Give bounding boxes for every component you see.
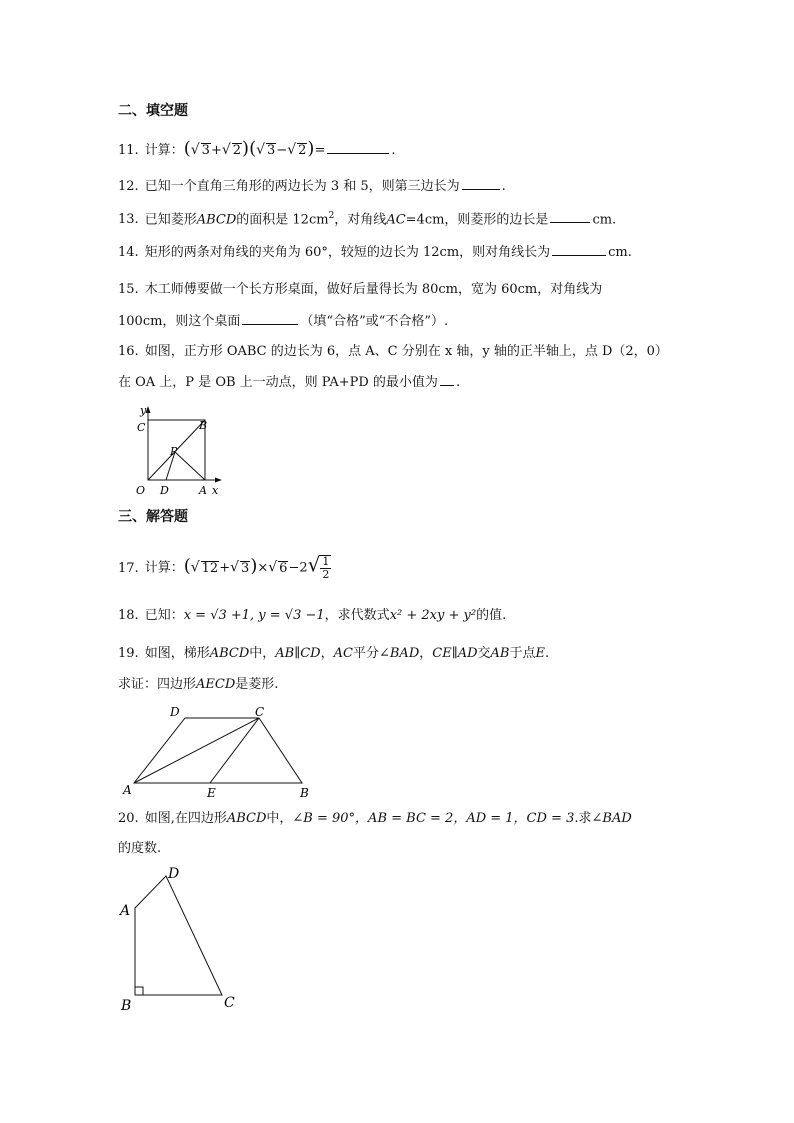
label-b: B — [300, 786, 309, 800]
label-o: O — [136, 484, 146, 497]
label-d: D — [168, 866, 180, 882]
right-angle-marker — [135, 987, 143, 995]
label-p: P — [170, 445, 178, 458]
section-heading-solve: 三、解答题 — [118, 509, 188, 525]
question-17: 17. 计算：(√ 12+√ 3)×√ 6−2√ $\frac{1}{2}$ — [118, 552, 330, 581]
figure-20-quadrilateral-diagram — [112, 860, 252, 1016]
question-number: 17. — [118, 560, 139, 576]
question-number: 18. — [118, 608, 139, 623]
label-a: A — [199, 484, 207, 497]
question-number: 20. — [118, 811, 139, 826]
label-b: B — [199, 419, 208, 432]
question-number: 13. — [118, 212, 139, 228]
question-20-line2: 的度数. — [118, 841, 162, 856]
answer-blank[interactable] — [440, 373, 454, 386]
segment-pa — [175, 452, 205, 480]
question-number: 12. — [118, 179, 139, 194]
label-d: D — [170, 705, 180, 719]
label-c: C — [255, 705, 265, 719]
label-y: y — [140, 404, 147, 417]
question-18: 18. 已知：x = √3 +1, y = √3 −1，求代数式x² + 2xy + y²的值. — [118, 608, 507, 623]
figure-19-trapezoid-diagram — [118, 700, 328, 804]
label-a: A — [120, 903, 131, 919]
question-19-line2: 求证：四边形AECD是菱形. — [118, 677, 279, 692]
answer-blank[interactable] — [550, 210, 590, 223]
question-14: 14. 矩形的两条对角线的夹角为 60°，较短的边长为 12cm，则对角线长为 cm. — [118, 245, 632, 260]
question-number: 16. — [118, 344, 139, 359]
question-number: 14. — [118, 245, 139, 260]
question-13: 13. 已知菱形ABCD的面积是 $12cm^2$，对角线AC=4cm，则菱形的边长是 cm. — [118, 211, 617, 228]
question-12: 12. 已知一个直角三角形的两边长为 3 和 5，则第三边长为 . — [118, 179, 506, 194]
question-11: 11. 计算：(√ 3+√ 2)(√ 3−√ 2)= . — [118, 138, 396, 159]
label-x: x — [212, 484, 219, 497]
segment-ac — [134, 718, 259, 783]
label-a: A — [123, 783, 132, 797]
trapezoid-abcd — [134, 718, 302, 783]
question-16-line2: 在 OA 上，P 是 OB 上一动点，则 PA+PD 的最小值为 . — [118, 375, 461, 390]
answer-blank[interactable] — [327, 141, 389, 154]
label-b: B — [121, 998, 132, 1014]
label-d: D — [160, 484, 169, 497]
segment-ce — [210, 718, 259, 783]
answer-blank[interactable] — [242, 312, 298, 325]
figure-16-square-diagram — [130, 402, 230, 500]
section-heading-fill-blank: 二、填空题 — [118, 103, 188, 119]
x-axis-arrow-icon — [215, 478, 222, 483]
question-number: 19. — [118, 646, 139, 661]
label-e: E — [207, 786, 216, 800]
question-15-line2: 100cm，则这个桌面 （填“合格”或“不合格”）. — [118, 314, 449, 329]
question-16: 16. 如图，正方形 OABC 的边长为 6，点 A、C 分别在 x 轴，y 轴的正半轴上，点 D（2，0） — [118, 344, 668, 359]
question-19: 19. 如图，梯形ABCD中，AB∥CD，AC平分∠BAD，CE∥AD交AB于点E. — [118, 646, 550, 661]
question-number: 15. — [118, 282, 139, 297]
answer-blank[interactable] — [552, 243, 606, 256]
answer-blank[interactable] — [462, 177, 500, 190]
y-axis-arrow-icon — [146, 406, 151, 413]
label-c: C — [137, 421, 146, 434]
question-number: 11. — [118, 143, 139, 158]
label-c: C — [224, 995, 235, 1011]
question-15: 15. 木工师傅要做一个长方形桌面，做好后量得长为 80cm，宽为 60cm，对角线为 — [118, 282, 603, 297]
quadrilateral-abcd — [135, 876, 222, 995]
question-20: 20. 如图,在四边形ABCD中，∠B = 90°，AB = BC = 2，AD = 1，CD = 3.求∠BAD — [118, 811, 632, 826]
